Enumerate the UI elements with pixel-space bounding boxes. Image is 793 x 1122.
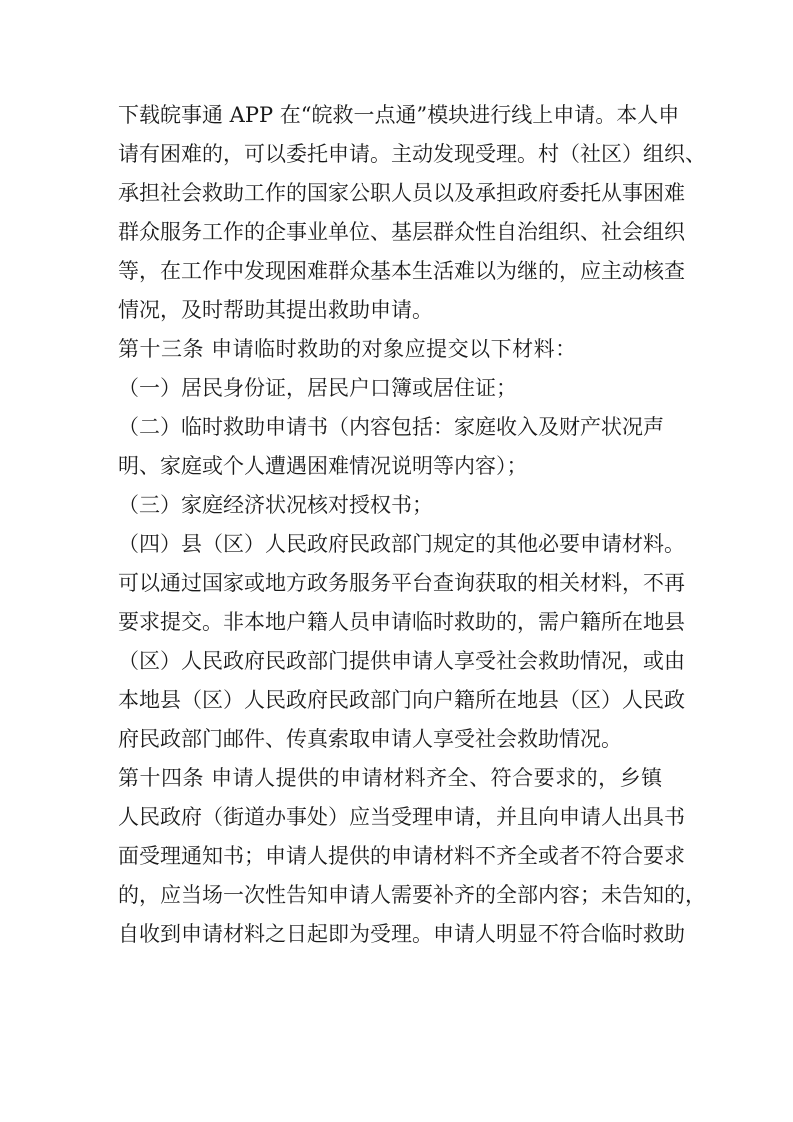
material-item-2: （二）临时救助申请书（内容包括：家庭收入及财产状况声	[118, 415, 664, 439]
material-item-1: （一）居民身份证，居民户口簿或居住证；	[118, 376, 517, 400]
material-item-3: （三）家庭经济状况核对授权书；	[118, 493, 433, 517]
text-line: 明、家庭或个人遭遇困难情况说明等内容）；	[118, 454, 528, 478]
text-line: 面受理通知书；申请人提供的申请材料不齐全或者不符合要求	[118, 844, 685, 868]
text-line: 本地县（区）人民政府民政部门向户籍所在地县（区）人民政	[118, 688, 685, 712]
text-line: 等，在工作中发现困难群众基本生活难以为继的，应主动核查	[118, 259, 685, 283]
text-line: 人民政府（街道办事处）应当受理申请，并且向申请人出具书	[118, 805, 685, 829]
text-line: 可以通过国家或地方政务服务平台查询获取的相关材料，不再	[118, 571, 685, 595]
text-line: 自收到申请材料之日起即为受理。申请人明显不符合临时救助	[118, 922, 685, 946]
text-line: 要求提交。非本地户籍人员申请临时救助的，需户籍所在地县	[118, 610, 685, 634]
text-line: 情况，及时帮助其提出救助申请。	[118, 298, 433, 322]
material-item-4: （四）县（区）人民政府民政部门规定的其他必要申请材料。	[118, 532, 685, 556]
article-14-heading: 第十四条 申请人提供的申请材料齐全、符合要求的，乡镇	[118, 766, 663, 790]
text-line: （区）人民政府民政部门提供申请人享受社会救助情况，或由	[118, 649, 685, 673]
document-body	[118, 96, 718, 954]
text-line: 承担社会救助工作的国家公职人员以及承担政府委托从事困难	[118, 181, 685, 205]
text-line: 群众服务工作的企事业单位、基层群众性自治组织、社会组织	[118, 220, 685, 244]
article-13-heading: 第十三条 申请临时救助的对象应提交以下材料：	[118, 337, 577, 361]
text-line: 请有困难的，可以委托申请。主动发现受理。村（社区）组织、	[118, 142, 706, 166]
text-line: 的，应当场一次性告知申请人需要补齐的全部内容；未告知的，	[118, 883, 706, 907]
text-line: 府民政部门邮件、传真索取申请人享受社会救助情况。	[118, 727, 622, 751]
text-line: 下载皖事通 APP 在“皖救一点通”模块进行线上申请。本人申	[118, 103, 680, 127]
